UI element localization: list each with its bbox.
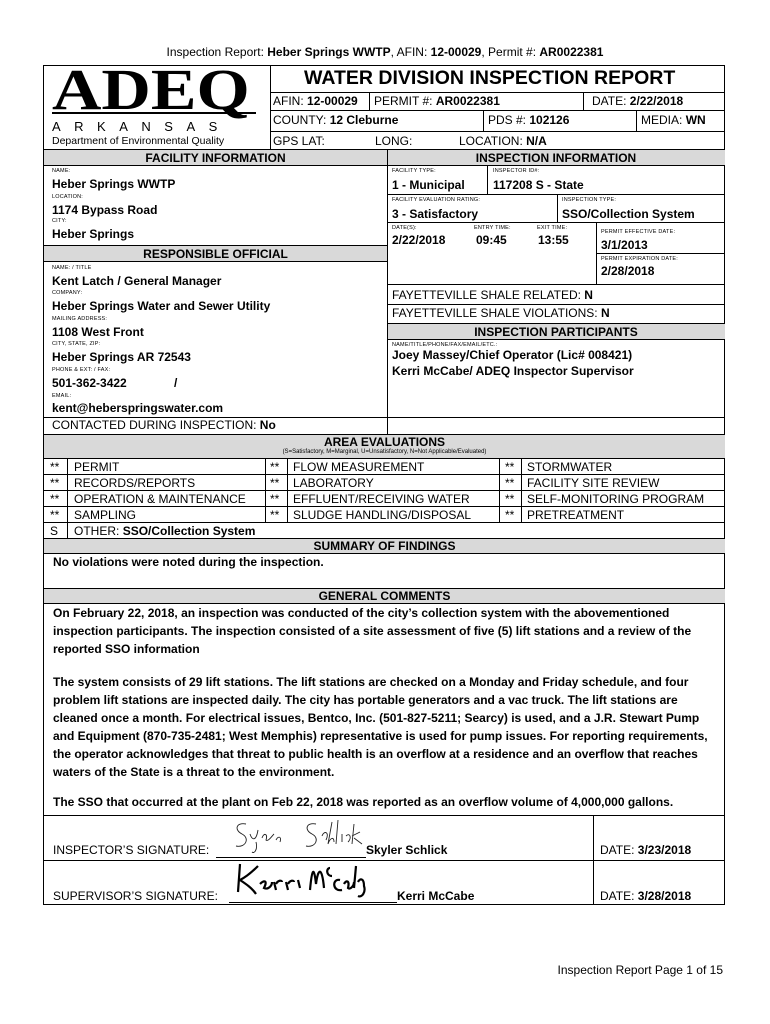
area-code: **: [50, 508, 60, 522]
area-code: **: [505, 492, 515, 506]
official-city-state-zip: Heber Springs AR 72543: [52, 350, 191, 364]
facility-location: 1174 Bypass Road: [52, 203, 158, 217]
area-code: **: [50, 476, 60, 490]
inspector-signature-image: [228, 816, 378, 863]
general-comments-heading: GENERAL COMMENTS: [318, 589, 451, 603]
participants-heading: INSPECTION PARTICIPANTS: [474, 325, 638, 339]
entry-time: 09:45: [476, 233, 507, 247]
responsible-official-heading: RESPONSIBLE OFFICIAL: [143, 247, 288, 261]
contacted-during-inspection: CONTACTED DURING INSPECTION: No: [52, 418, 276, 432]
inspection-date: 2/22/2018: [392, 233, 446, 247]
area-name: STORMWATER: [527, 460, 613, 474]
summary-text: No violations were noted during the inspection.: [53, 555, 324, 569]
inspector-name: Skyler Schlick: [366, 843, 448, 857]
report-title: WATER DIVISION INSPECTION REPORT: [304, 67, 676, 89]
gps-long-field: LONG:: [375, 134, 413, 148]
shale-related: FAYETTEVILLE SHALE RELATED: N: [392, 288, 593, 302]
participant-2: Kerri McCabe/ ADEQ Inspector Supervisor: [392, 364, 634, 378]
area-name: LABORATORY: [293, 476, 374, 490]
permit-effective-date: 3/1/2013: [601, 238, 648, 252]
report-header-line: Inspection Report: Heber Springs WWTP, AFIN: 12-00029, Permit #: AR0022381: [166, 45, 604, 59]
facility-name: Heber Springs WWTP: [52, 177, 176, 191]
permit-field: PERMIT #: AR0022381: [374, 94, 500, 108]
area-name: FACILITY SITE REVIEW: [527, 476, 660, 490]
area-code: **: [505, 476, 515, 490]
area-name: SLUDGE HANDLING/DISPOSAL: [293, 508, 472, 522]
inspection-info-heading: INSPECTION INFORMATION: [475, 151, 637, 165]
comment-paragraph-3: The SSO that occurred at the plant on Feb 22, 2018 was reported as an overflow volume of 4,000,000 gallons.: [53, 795, 674, 809]
supervisor-name: Kerri McCabe: [397, 889, 475, 903]
area-code: **: [270, 492, 280, 506]
pds-field: PDS #: 102126: [488, 113, 570, 127]
facility-type: 1 - Municipal: [392, 178, 465, 192]
logo-department: Department of Environmental Quality: [52, 135, 225, 147]
area-name: PRETREATMENT: [527, 508, 625, 522]
inspector-id: 117208 S - State: [493, 178, 584, 192]
area-code: **: [270, 476, 280, 490]
area-code: **: [505, 508, 515, 522]
area-legend: (S=Satisfactory, M=Marginal, U=Unsatisfactory, N=Not Applicable/Evaluated): [282, 449, 487, 455]
logo-underline: [52, 112, 256, 114]
inspector-signature-label: INSPECTOR’S SIGNATURE:: [53, 843, 210, 857]
area-name: FLOW MEASUREMENT: [293, 460, 425, 474]
date-field: DATE: 2/22/2018: [592, 94, 684, 108]
media-field: MEDIA: WN: [641, 113, 706, 127]
participant-1: Joey Massey/Chief Operator (Lic# 008421): [392, 348, 633, 362]
header-facility: Heber Springs WWTP: [267, 45, 391, 59]
inspector-date: DATE: 3/23/2018: [600, 843, 692, 857]
adeq-logo: ADEQ: [52, 57, 250, 122]
afin-field: AFIN: 12-00029: [273, 94, 358, 108]
area-evaluations-heading: AREA EVALUATIONS: [323, 435, 446, 449]
permit-expiration-date: 2/28/2018: [601, 264, 655, 278]
area-name: SAMPLING: [74, 508, 137, 522]
summary-heading: SUMMARY OF FINDINGS: [313, 539, 456, 553]
facility-info-heading: FACILITY INFORMATION: [145, 151, 286, 165]
area-code: **: [270, 508, 280, 522]
official-mailing: 1108 West Front: [52, 325, 144, 339]
page-footer: Inspection Report Page 1 of 15: [557, 963, 723, 977]
other-area: OTHER: SSO/Collection System: [74, 524, 256, 538]
official-name: Kent Latch / General Manager: [52, 274, 222, 288]
comment-paragraph-2: The system consists of 29 lift stations. The lift stations are checked on a Monday and Friday schedule, and four problem lift stations are inspected daily. The city has portable generators and a vac truck. The lift stations are cleaned once a month. For electrical issues, Bentco, Inc. (501-827-5211; Searcy) is used, and a J.R. Stewart Pump and Equipment (870-735-2481; West Memphis) representative is used for pump issues. For reporting requirements, the operator acknowledges that threat to public health is an overflow at a residence and an overflow that reaches waters of the State is a threat to the environment.: [53, 675, 708, 779]
logo-state: ARKANSAS: [52, 119, 231, 134]
inspection-type: SSO/Collection System: [562, 207, 695, 221]
area-name: EFFLUENT/RECEIVING WATER: [293, 492, 470, 506]
official-company: Heber Springs Water and Sewer Utility: [52, 299, 271, 313]
comment-paragraph-1: On February 22, 2018, an inspection was conducted of the city’s collection system with the abovementioned inspection participants. The inspection consisted of a site assessment of five (5) lift stations and a review of the reported SSO information: [53, 606, 692, 656]
supervisor-signature-image: [232, 858, 402, 907]
location-field: LOCATION: N/A: [459, 134, 547, 148]
area-code: **: [505, 460, 515, 474]
header-afin: 12-00029: [430, 45, 482, 59]
evaluation-rating: 3 - Satisfactory: [392, 207, 479, 221]
header-permit: AR0022381: [539, 45, 604, 59]
official-email: kent@heberspringswater.com: [52, 401, 224, 415]
area-name: OPERATION & MAINTENANCE: [74, 492, 246, 506]
area-code: **: [50, 492, 60, 506]
area-name: SELF-MONITORING PROGRAM: [527, 492, 705, 506]
shale-violations: FAYETTEVILLE SHALE VIOLATIONS: N: [392, 306, 610, 320]
area-code: **: [50, 460, 60, 474]
official-phone: 501-362-3422: [52, 376, 127, 390]
supervisor-date: DATE: 3/28/2018: [600, 889, 692, 903]
facility-city: Heber Springs: [52, 227, 135, 241]
gps-lat-field: GPS LAT:: [273, 134, 325, 148]
county-field: COUNTY: 12 Cleburne: [273, 113, 399, 127]
area-name: RECORDS/REPORTS: [74, 476, 196, 490]
area-code: **: [270, 460, 280, 474]
supervisor-signature-label: SUPERVISOR’S SIGNATURE:: [53, 889, 218, 903]
exit-time: 13:55: [538, 233, 569, 247]
area-name: PERMIT: [74, 460, 120, 474]
other-code: S: [50, 524, 59, 538]
